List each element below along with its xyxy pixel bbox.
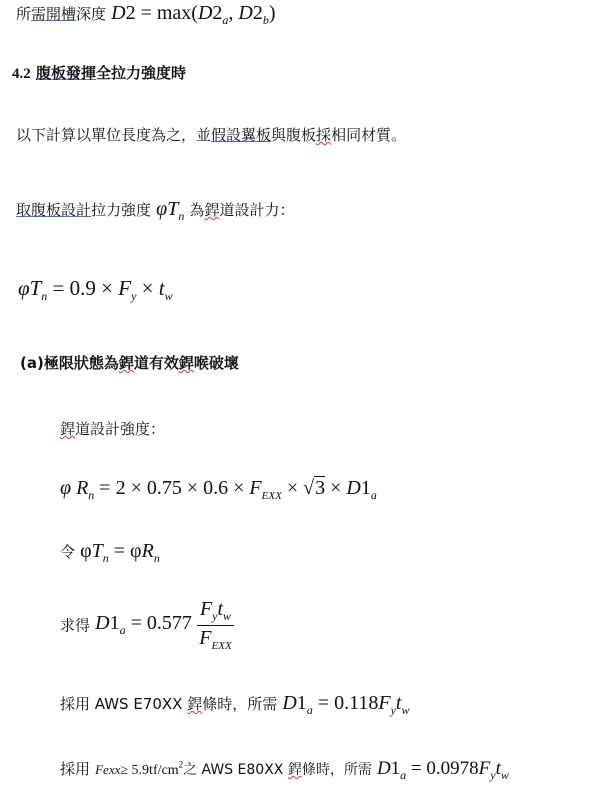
text-segment: 取腹板: [16, 201, 62, 219]
fraction-numerator: $F_yt_w$: [197, 598, 234, 626]
section-title-rest: 全拉力強度時: [96, 64, 187, 82]
text-segment: 道有效: [133, 354, 179, 372]
text-segment: 為: [189, 201, 205, 219]
text-segment: 令: [60, 543, 76, 561]
formula-fraction: [197, 598, 234, 652]
text-segment: 銲: [204, 201, 220, 219]
let-line: [60, 540, 160, 566]
formula-d2: $D2 = \max(D2_a$, $D2_b$): [111, 2, 276, 27]
formula-e70xx: $D1_a = 0.118F_yt_w$: [282, 692, 410, 717]
text-segment: (a)極限狀態為: [20, 354, 119, 372]
weld-strength-label: [60, 418, 165, 439]
text-segment: 拉力強度: [91, 201, 152, 219]
text-suffix: 深度: [76, 5, 107, 23]
text-underlined: 需開槽: [31, 5, 77, 23]
paragraph-design-strength: [16, 198, 294, 224]
subsection-heading: [20, 352, 239, 373]
required-groove-depth-line: [16, 2, 276, 28]
formula-let: $\varphi T_n = \varphi R_n$: [80, 540, 160, 565]
text-segment: 條時，所需: [301, 762, 372, 778]
superscript: 2: [178, 759, 184, 770]
text-segment: 銲: [178, 354, 194, 372]
text-segment: 銲: [60, 420, 76, 438]
text-segment: 求得: [60, 616, 91, 635]
text-segment: ≥ 5.9tf/cm: [120, 763, 179, 778]
equation-phi-tn: $\varphi T_n = 0.9 \times F_y \times t_w$: [18, 276, 173, 303]
use-e80xx-line: [60, 758, 509, 783]
equation-phi-rn: φ $R_n = 2 \times 0.75 \times 0.6 \times F_{EXX} \times √3 \times D1_a$: [60, 477, 377, 502]
text-segment: 道設計強度：: [75, 420, 166, 438]
text-segment: 設計: [61, 201, 92, 219]
text-segment: 採用: [60, 760, 91, 778]
section-heading: [12, 62, 186, 83]
text-segment: 銲: [118, 354, 134, 372]
text-segment: 假設翼板: [211, 126, 272, 144]
use-e70xx-line: [60, 692, 409, 718]
section-number: 4.2: [12, 66, 31, 82]
fexx-label: Fexx: [95, 762, 121, 777]
fraction-denominator: $F_{EXX}$: [199, 627, 232, 652]
text-prefix: 所: [16, 5, 32, 23]
text-segment: 銲: [287, 762, 302, 778]
text-segment: 道設計力：: [219, 201, 295, 219]
text-segment: 條時，所需: [202, 695, 278, 713]
text-segment: 相同材質。: [331, 126, 407, 144]
formula-e80xx: $D1_a = 0.0978F_yt_w$: [376, 758, 509, 782]
text-segment: 採用 AWS E70XX: [60, 695, 188, 713]
section-title-underlined: 腹板發揮: [35, 64, 96, 82]
text-segment: 之 AWS E80XX: [183, 762, 288, 778]
text-segment: 喉破壞: [193, 354, 239, 372]
formula-solve-lhs: $D1_a = 0.577$: [95, 612, 192, 637]
text-segment: 以下計算以單位長度為之，並: [16, 126, 212, 144]
solve-line: [60, 598, 234, 652]
text-segment: 與腹板: [271, 126, 317, 144]
inline-formula-phi-tn: $\varphi T_n$: [156, 198, 185, 223]
paragraph-assumption: [16, 124, 406, 145]
text-segment: 採: [316, 126, 332, 144]
text-segment: 銲: [187, 695, 203, 713]
